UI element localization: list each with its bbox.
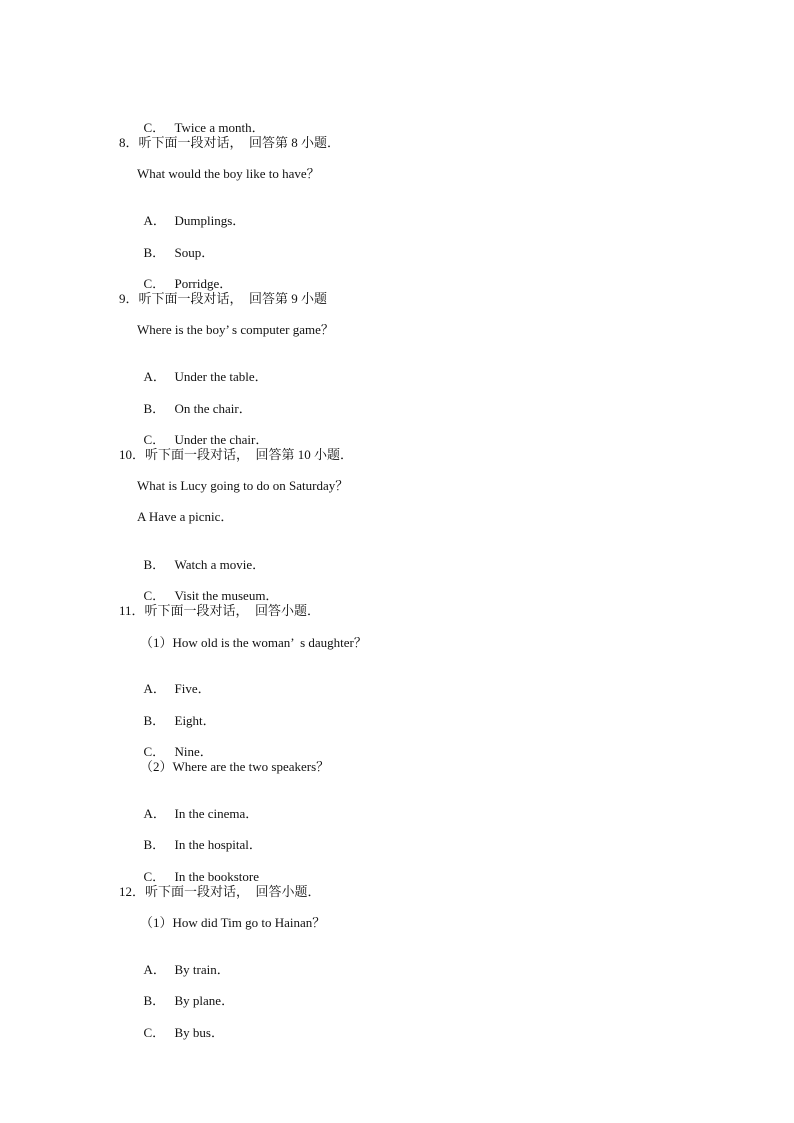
option-letter: B． (143, 993, 166, 1008)
option-b (137, 697, 216, 728)
option-a (137, 665, 211, 696)
option-letter: B． (143, 713, 166, 728)
option-text: Dumplings． (174, 213, 246, 228)
option-text: In the hospital． (174, 837, 262, 852)
option-c (137, 728, 213, 759)
option-letter: C． (143, 744, 166, 759)
option-letter: C． (143, 1025, 166, 1040)
option-text: By bus． (174, 1025, 224, 1040)
question-11-heading: 11．听下面一段对话， 回答小题． (119, 603, 321, 618)
option-b (137, 821, 262, 852)
option-text: Watch a movie． (174, 557, 266, 572)
option-text: Under the table． (174, 369, 268, 384)
option-letter: C． (143, 276, 166, 291)
option-a (137, 353, 268, 384)
option-letter: A． (143, 962, 166, 977)
option-c (137, 1009, 224, 1040)
option-letter: A． (143, 681, 166, 696)
option-text: Eight． (174, 713, 216, 728)
option-a (137, 197, 246, 228)
option-b (137, 229, 215, 260)
option-letter: B． (143, 837, 166, 852)
option-letter: B． (143, 557, 166, 572)
option-letter: A． (143, 213, 166, 228)
question-8-prompt: What would the boy like to have？ (137, 166, 320, 181)
option-text: Soup． (174, 245, 215, 260)
option-text: Twice a month． (174, 120, 265, 135)
option-c (137, 260, 233, 291)
question-10-prompt: What is Lucy going to do on Saturday？ (137, 478, 349, 493)
option-b (137, 541, 266, 572)
option-c (137, 853, 259, 884)
option-text: Under the chair． (174, 432, 269, 447)
option-letter: A． (143, 806, 166, 821)
option-text: Visit the museum． (174, 588, 279, 603)
option-c (137, 104, 265, 135)
question-9-prompt: Where is the boy’ s computer game？ (137, 322, 334, 337)
option-letter: A． (143, 369, 166, 384)
option-text: Five． (174, 681, 211, 696)
option-a (137, 790, 259, 821)
option-c (137, 416, 269, 447)
option-text: On the chair． (174, 401, 252, 416)
question-11-sub1-prompt: （1）How old is the woman’ s daughter？ (140, 635, 367, 650)
option-a: A Have a picnic． (137, 509, 234, 524)
option-text: By train． (174, 962, 230, 977)
option-c (137, 572, 279, 603)
option-text: Nine． (174, 744, 213, 759)
question-12-heading: 12．听下面一段对话， 回答小题． (119, 884, 321, 899)
option-b (137, 977, 235, 1008)
option-text: In the cinema． (174, 806, 259, 821)
option-text: Porridge． (174, 276, 233, 291)
question-9-heading: 9．听下面一段对话， 回答第 9 小题 (119, 291, 328, 306)
question-8-heading: 8．听下面一段对话， 回答第 8 小题． (119, 135, 341, 150)
question-11-sub2-prompt: （2）Where are the two speakers？ (140, 759, 330, 774)
question-12-sub1-prompt: （1）How did Tim go to Hainan？ (140, 915, 326, 930)
option-letter: C． (143, 120, 166, 135)
option-letter: B． (143, 245, 166, 260)
option-a (137, 946, 230, 977)
option-text: In the bookstore (174, 869, 259, 884)
option-letter: C． (143, 432, 166, 447)
option-letter: C． (143, 588, 166, 603)
option-letter: C． (143, 869, 166, 884)
question-10-heading: 10．听下面一段对话， 回答第 10 小题． (119, 447, 354, 462)
option-text: By plane． (174, 993, 235, 1008)
option-letter: B． (143, 401, 166, 416)
option-b (137, 385, 252, 416)
